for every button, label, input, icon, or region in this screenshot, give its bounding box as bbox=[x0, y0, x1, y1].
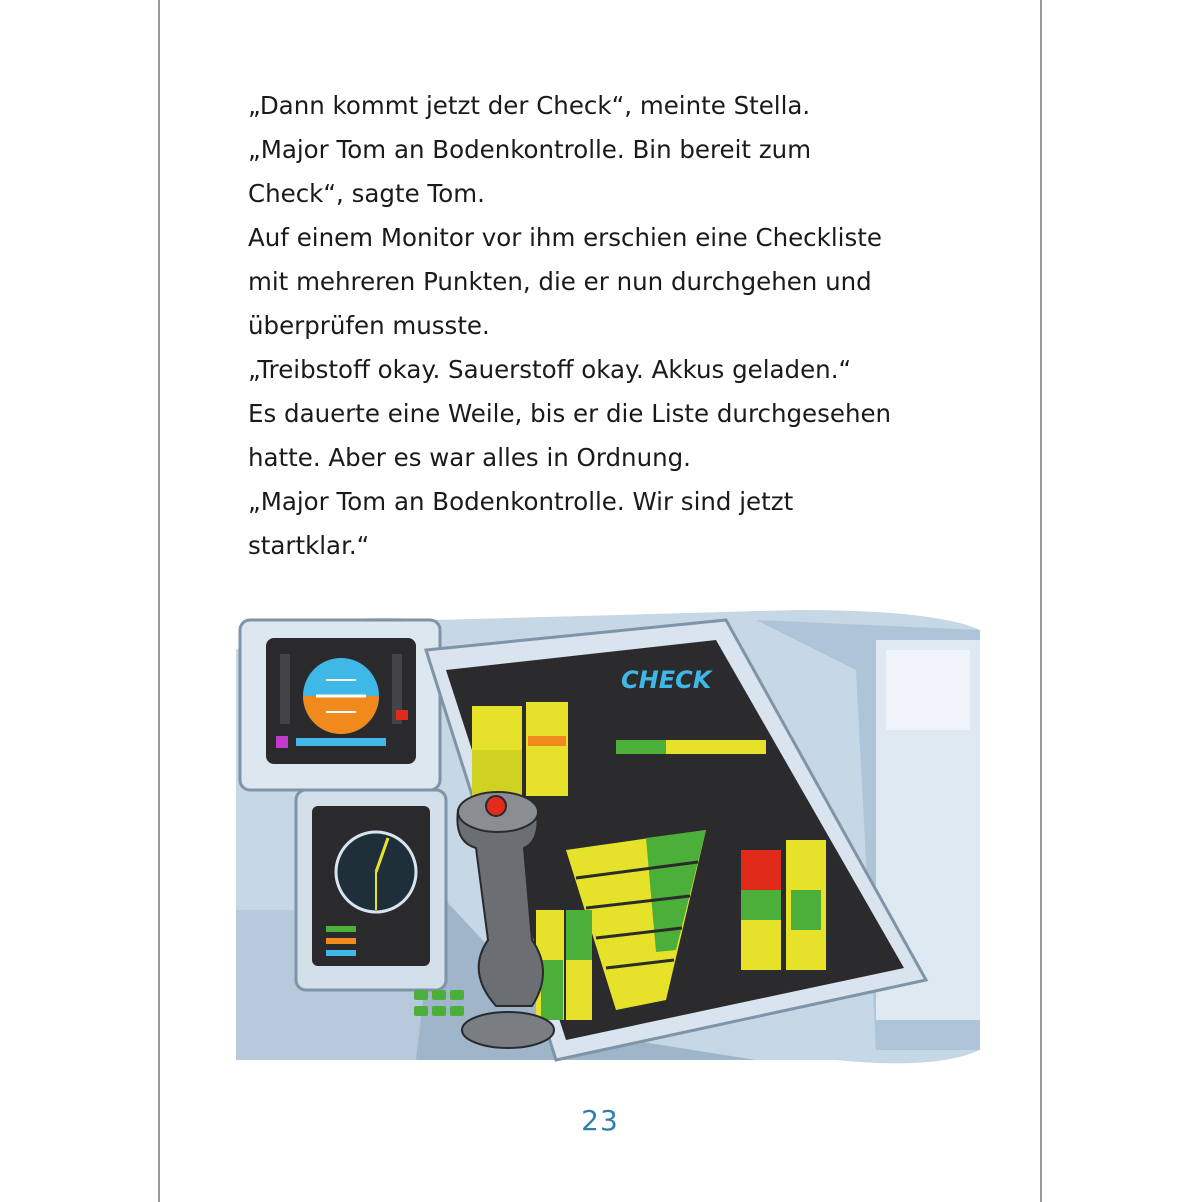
text-line-5: mit mehreren Punkten, die er nun durchgehen und bbox=[248, 267, 872, 296]
joystick-button bbox=[486, 796, 506, 816]
text-line-7: „Treibstoff okay. Sauerstoff okay. Akkus geladen.“ bbox=[248, 355, 852, 384]
text-line-10: „Major Tom an Bodenkontrolle. Wir sind jetzt bbox=[248, 487, 794, 516]
text-line-8: Es dauerte eine Weile, bis er die Liste durchgesehen bbox=[248, 399, 892, 428]
page-number: 23 bbox=[581, 1104, 619, 1137]
text-line-11: startklar.“ bbox=[248, 531, 370, 560]
story-text bbox=[248, 84, 948, 568]
text-line-1: „Dann kommt jetzt der Check“, meinte Stella. bbox=[248, 91, 811, 120]
text-line-6: überprüfen musste. bbox=[248, 311, 490, 340]
text-line-3: Check“, sagte Tom. bbox=[248, 179, 485, 208]
text-line-4: Auf einem Monitor vor ihm erschien eine Checkliste bbox=[248, 223, 882, 252]
text-line-9: hatte. Aber es war alles in Ordnung. bbox=[248, 443, 691, 472]
cockpit-illustration bbox=[236, 610, 980, 1070]
screen-title: CHECK bbox=[621, 666, 712, 694]
text-line-2: „Major Tom an Bodenkontrolle. Bin bereit zum bbox=[248, 135, 812, 164]
